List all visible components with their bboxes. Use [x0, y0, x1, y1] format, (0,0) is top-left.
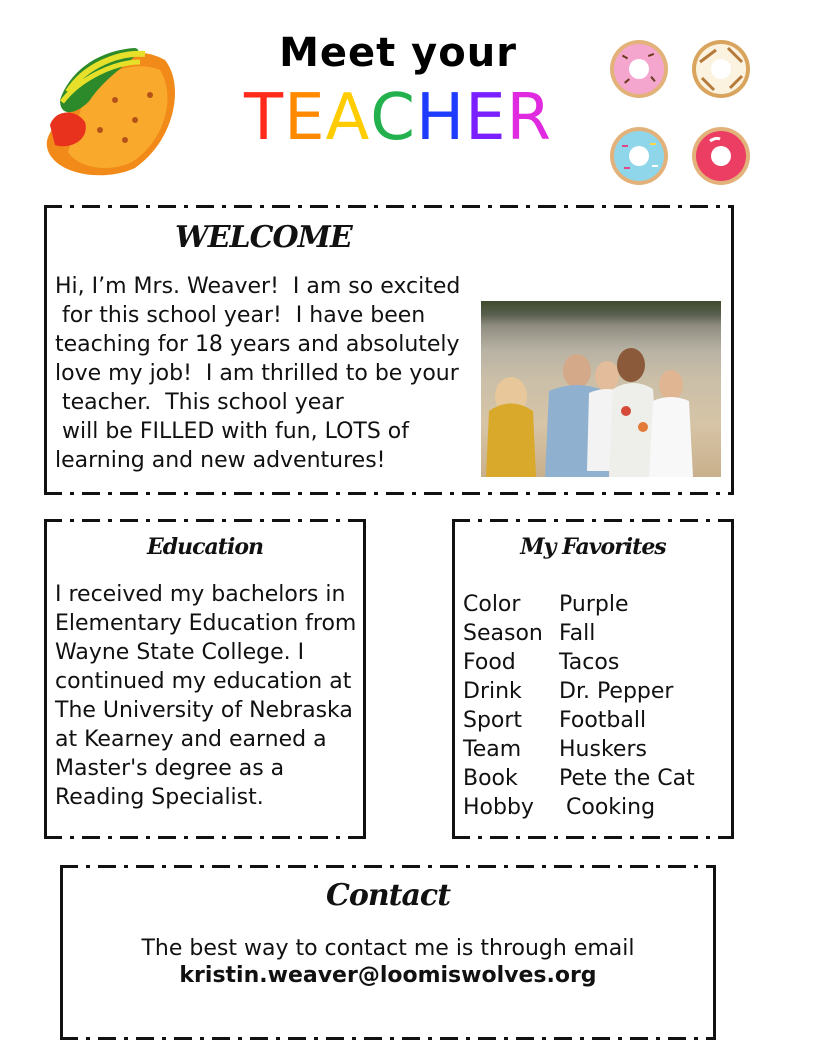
title-letter: R	[506, 81, 553, 155]
favorite-row	[463, 590, 729, 619]
vanilla-drizzle-donut-icon	[690, 38, 752, 100]
contact-heading: Contact	[325, 878, 451, 913]
education-text: I received my bachelors in Elementary Education from Wayne State College. I continued my education at The University of Nebraska at Kearney and earned a Master's degree as a Reading Specialist.	[55, 582, 357, 810]
red-glazed-donut-icon	[690, 125, 752, 187]
favorite-value: Huskers	[559, 737, 647, 762]
favorite-key: Food	[463, 650, 516, 675]
title-letter: T	[243, 81, 285, 155]
welcome-text: Hi, I’m Mrs. Weaver! I am so excited for this school year! I have been teaching for 18 years and absolutely love my job! I am thrilled to be your teacher. This school year will be FILLED with fun, LOTS of learning and new adventures!	[55, 274, 461, 473]
welcome-section	[44, 205, 734, 495]
favorite-row	[463, 764, 729, 793]
contact-text: The best way to contact me is through email	[141, 936, 635, 961]
favorite-key: Book	[463, 766, 518, 791]
favorite-row	[463, 735, 729, 764]
favorite-value: Cooking	[559, 795, 656, 820]
favorite-value: Tacos	[559, 650, 620, 675]
favorites-section	[452, 519, 734, 839]
favorite-key: Team	[463, 737, 522, 762]
welcome-heading: WELCOME	[175, 220, 352, 255]
favorite-value: Fall	[559, 621, 596, 646]
title-letter: E	[284, 81, 326, 155]
favorite-row	[463, 619, 729, 648]
favorites-list	[463, 590, 729, 822]
title-letter: H	[415, 81, 466, 155]
pink-sprinkle-donut-icon	[608, 38, 670, 100]
favorite-row	[463, 793, 729, 822]
favorite-key: Sport	[463, 708, 523, 733]
title-letter: E	[465, 81, 507, 155]
education-heading: Education	[147, 534, 263, 560]
favorite-value: Football	[559, 708, 647, 733]
family-photo	[481, 301, 721, 477]
favorite-key: Season	[463, 621, 543, 646]
favorite-value: Pete the Cat	[559, 766, 695, 791]
favorite-row	[463, 677, 729, 706]
title-meet-your: Meet your	[279, 30, 517, 76]
blue-sprinkle-donut-icon	[608, 125, 670, 187]
favorites-heading: My Favorites	[520, 534, 666, 560]
favorite-value: Purple	[559, 592, 629, 617]
favorite-row	[463, 706, 729, 735]
favorite-value: Dr. Pepper	[559, 679, 674, 704]
title-letter: A	[325, 81, 371, 155]
contact-email-link[interactable]: kristin.weaver@loomiswolves.org	[179, 963, 597, 988]
favorite-key: Color	[463, 592, 521, 617]
favorite-key: Drink	[463, 679, 522, 704]
title-teacher	[0, 78, 796, 158]
education-section	[44, 519, 366, 839]
title-letter: C	[370, 81, 416, 155]
contact-section	[60, 865, 716, 1040]
favorite-row	[463, 648, 729, 677]
favorite-key: Hobby	[463, 795, 534, 820]
